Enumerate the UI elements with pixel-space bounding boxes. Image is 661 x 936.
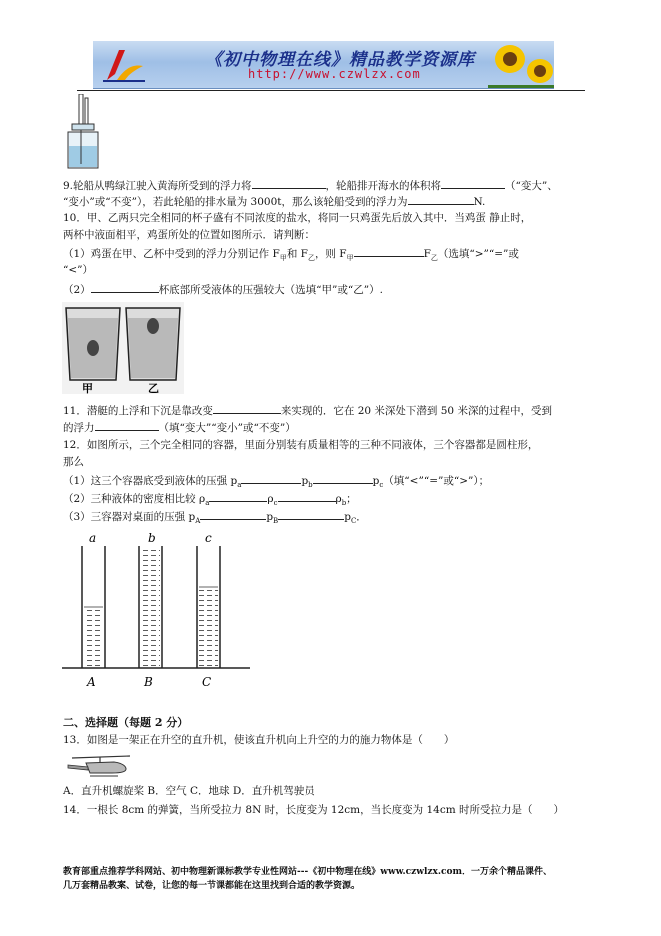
q10-text-c1: （1）鸡蛋在甲、乙杯中受到的浮力分别记作 F [63, 248, 280, 260]
q12-sub-B: B [273, 517, 279, 526]
q12-sub-C: C [350, 517, 357, 526]
q12-line1: 12．如图所示，三个完全相同的容器，里面分别装有质量相等的三种不同液体，三个容器都是圆柱形， [63, 439, 539, 451]
header-divider [77, 90, 585, 91]
label-bottom-C: C [202, 675, 212, 689]
q12-rho-sub-c: c [273, 499, 278, 508]
q12-text-e1: （3）三容器对桌面的压强 p [63, 511, 196, 523]
q9-blank-2[interactable] [441, 178, 505, 189]
q10-line1: 10．甲、乙两只完全相同的杯子盛有不同浓度的盐水，将同一只鸡蛋先后放入其中．当鸡蛋 静止时， [63, 212, 532, 224]
q12-p-c: p [372, 475, 380, 487]
egg-yi [147, 318, 159, 334]
q12-p-B: p [266, 511, 274, 523]
q10-text-c4: F [423, 248, 431, 260]
footer-line2: 几万套精品教案、试卷，让您的每一节课都能在这里找到合适的教学资源。 [63, 881, 361, 891]
q12-rho-b: ρ [335, 493, 342, 505]
q11-line2 [63, 420, 296, 435]
q10-line2: 两杯中液面相平，鸡蛋所处的位置如图所示．请判断： [63, 229, 315, 241]
q12-line2: 那么 [63, 456, 84, 468]
egg-jia [87, 340, 99, 356]
q10-blank-1[interactable] [354, 246, 424, 257]
container-b [139, 546, 162, 668]
q12-rho-sub-a: a [205, 499, 210, 508]
q10-text-e1: （2） [63, 284, 91, 296]
q9-text-d: “变小”或“不变”），若此轮船的排水量为 3000t，那么该轮船受到的浮力为 [63, 196, 408, 208]
cup-yi [126, 308, 180, 380]
q12-sub-b: b [308, 481, 313, 490]
label-jia: 甲 [82, 382, 93, 394]
q11-text-a2: 来实现的．它在 20 米深处下潜到 50 米深的过程中，受到 [280, 405, 552, 417]
label-bottom-A: A [87, 675, 96, 689]
label-bottom-B: B [144, 675, 153, 689]
section-title: 二、选择题（每题 2 分） [63, 716, 189, 729]
q12-blank-2[interactable] [313, 473, 373, 484]
q12-text-e-end: ． [356, 511, 367, 523]
q12-text-c1: （1）这三个容器底受到液体的压强 p [63, 475, 238, 487]
q12-sub-c: c [379, 481, 384, 490]
q11-text-b2: （填“变大”“变小”或“不变”） [158, 422, 296, 434]
q12-line5 [63, 509, 367, 528]
logo-icon [99, 44, 149, 84]
q10-text-c2: 和 F [286, 248, 308, 260]
egg-cups-figure [62, 302, 184, 394]
sunflower-icon [488, 41, 554, 88]
q9-text-b: ，轮船排开海水的体积将 [325, 180, 442, 192]
q12-line3 [63, 473, 489, 492]
q12-rho-sub-b: b [341, 499, 347, 508]
q10-sub-jia: 甲 [279, 254, 287, 263]
q12-rho-c: ρ [267, 493, 274, 505]
q12-blank-3[interactable] [209, 491, 267, 502]
label-top-b: b [148, 531, 156, 545]
cup-jia [66, 308, 120, 380]
q9-blank-3[interactable] [408, 194, 474, 205]
q10-line4: “<”） [63, 264, 94, 276]
q9-text-c: （“变大”、 [505, 180, 558, 192]
banner-title: 《初中物理在线》精品教学资源库 [205, 50, 475, 70]
q10-sub-yi: 乙 [307, 254, 315, 263]
q11-blank-1[interactable] [213, 403, 281, 414]
footer-line1: 教育部重点推荐学科网站、初中物理新课标教学专业性网站---《初中物理在线》www.czwlzx.com．一万余个精品课件、 [63, 867, 553, 877]
q9-blank-1[interactable] [252, 178, 326, 189]
q10-blank-2[interactable] [91, 282, 159, 293]
q12-sub-A: A [195, 517, 201, 526]
q10-line5 [63, 282, 383, 297]
q12-blank-1[interactable] [241, 473, 301, 484]
label-top-a: a [89, 531, 97, 545]
helicopter-figure [64, 753, 138, 779]
q10-text-c5: （选填“>”“=”或 [437, 248, 519, 260]
q9-line1 [63, 178, 558, 193]
q12-text-c2: （填“<”“=”或“>”）； [383, 475, 490, 487]
q12-line4 [63, 491, 357, 510]
q11-text-b1: 的浮力 [63, 422, 95, 434]
q9-text-a: 9.轮船从鸭绿江驶入黄海所受到的浮力将 [63, 180, 252, 192]
q10-text-c3: ，则 F [314, 248, 347, 260]
q11-line1 [63, 403, 552, 418]
q12-text-d-end: ； [346, 493, 357, 505]
q14-question: 14．一根长 8cm 的弹簧，当所受拉力 8N 时，长度变为 12cm，当长度变为 14cm 时所受拉力是（ ） [63, 804, 565, 816]
q9-text-e: N. [473, 196, 486, 208]
label-yi: 乙 [148, 382, 159, 394]
q10-sub-yi-2: 乙 [430, 254, 438, 263]
q9-line2 [63, 194, 485, 209]
container-c [197, 546, 220, 668]
q12-blank-6[interactable] [278, 509, 344, 520]
beaker-tube-figure [64, 94, 102, 170]
q11-blank-2[interactable] [95, 420, 159, 431]
q12-blank-5[interactable] [200, 509, 266, 520]
banner-url: http://www.czwlzx.com [248, 67, 421, 81]
q13-options: A．直升机螺旋桨 B．空气 C．地球 D．直升机驾驶员 [63, 785, 315, 797]
q12-blank-4[interactable] [278, 491, 336, 502]
q10-text-e2: 杯底部所受液体的压强较大（选填“甲”或“乙”）. [158, 284, 383, 296]
q10-line3 [63, 246, 519, 265]
three-containers-figure [62, 528, 252, 690]
q11-text-a1: 11．潜艇的上浮和下沉是靠改变 [63, 405, 213, 417]
q13-question: 13．如图是一架正在升空的直升机，使该直升机向上升空的力的施力物体是（ ） [63, 734, 455, 746]
container-a [82, 546, 105, 668]
header-banner [93, 41, 554, 89]
q12-p-C: p [344, 511, 351, 523]
q10-sub-jia-2: 甲 [346, 254, 354, 263]
q12-text-d1: （2）三种液体的密度相比较 ρ [63, 493, 206, 505]
q12-sub-a: a [237, 481, 242, 490]
q12-p-b: p [301, 475, 309, 487]
label-top-c: c [205, 531, 212, 545]
